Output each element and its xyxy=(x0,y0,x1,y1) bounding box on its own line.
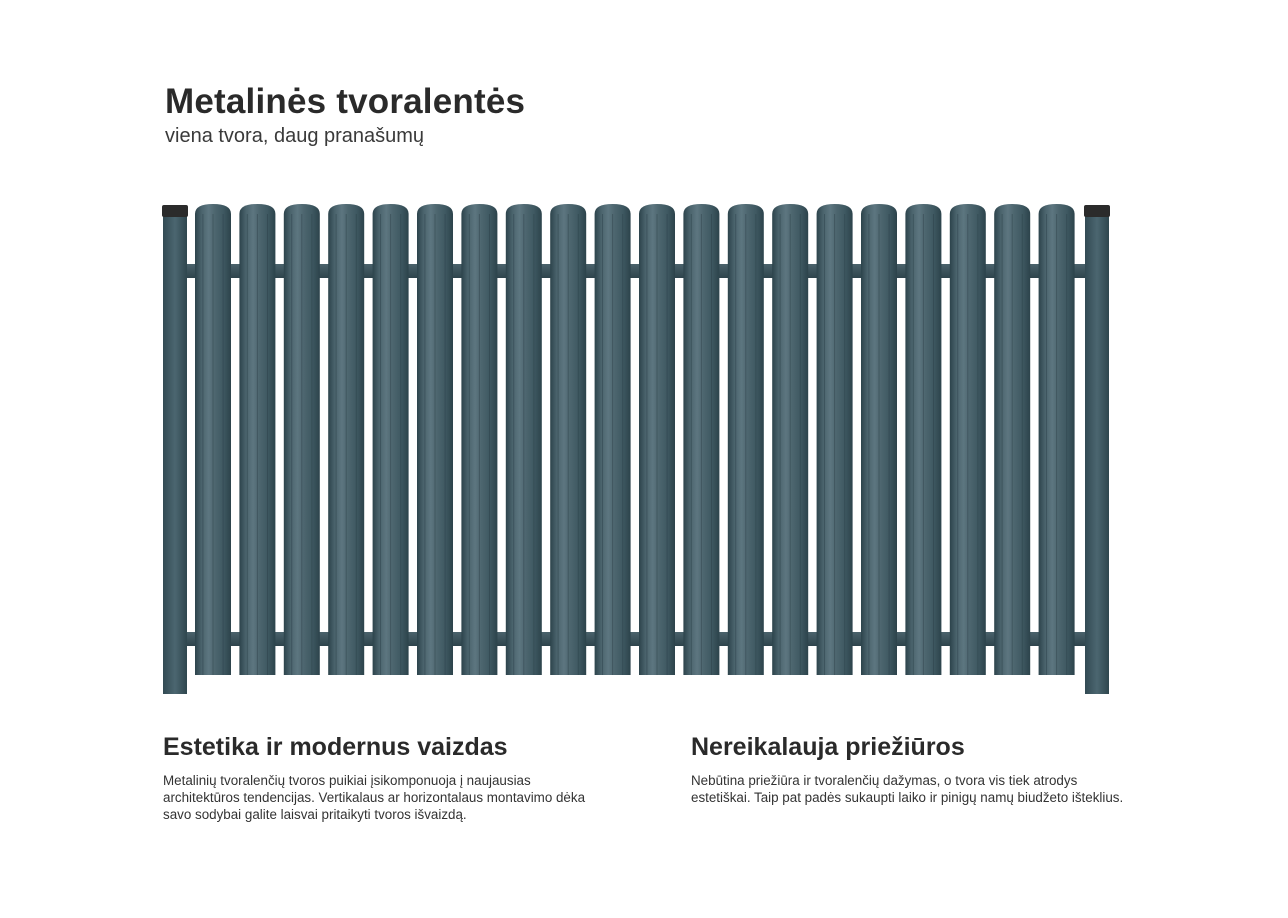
fence-picket xyxy=(950,204,986,675)
fence-picket xyxy=(683,204,719,675)
feature-maintenance-heading: Nereikalauja priežiūros xyxy=(691,733,965,761)
fence-picket xyxy=(239,204,275,675)
fence-picket xyxy=(506,204,542,675)
fence-picket xyxy=(772,204,808,675)
fence-picket xyxy=(728,204,764,675)
feature-maintenance xyxy=(691,733,1131,806)
fence-post-right xyxy=(1084,205,1110,694)
fence-picket xyxy=(861,204,897,675)
page-subtitle: viena tvora, daug pranašumų xyxy=(165,125,425,147)
fence-illustration xyxy=(160,200,1112,700)
fence-picket xyxy=(373,204,409,675)
fence-picket xyxy=(994,204,1030,675)
fence-picket xyxy=(328,204,364,675)
fence-picket xyxy=(461,204,497,675)
fence-picket xyxy=(639,204,675,675)
page-title: Metalinės tvoralentės xyxy=(165,82,526,121)
fence-picket xyxy=(195,204,231,675)
feature-maintenance-text: Nebūtina priežiūra ir tvoralenčių dažymas, o tvora vis tiek atrodys estetiškai. Taip pat padės sukaupti laiko ir pinigų namų biudžeto išteklius. xyxy=(691,773,1124,805)
feature-aesthetics xyxy=(163,733,603,823)
fence-picket xyxy=(1039,204,1075,675)
fence-picket xyxy=(905,204,941,675)
feature-aesthetics-text: Metalinių tvoralenčių tvoros puikiai įsikomponuoja į naujausias architektūros tendencijas. Vertikalaus ar horizontalaus montavimo dėka savo sodybai galite laisvai pritaikyti tvoros išvaizdą. xyxy=(163,773,586,822)
fence-picket xyxy=(595,204,631,675)
feature-aesthetics-heading: Estetika ir modernus vaizdas xyxy=(163,733,508,761)
fence-post-left xyxy=(162,205,188,694)
fence-picket xyxy=(284,204,320,675)
fence-picket xyxy=(550,204,586,675)
fence-picket xyxy=(817,204,853,675)
fence-graphic xyxy=(160,200,1112,700)
fence-picket xyxy=(417,204,453,675)
